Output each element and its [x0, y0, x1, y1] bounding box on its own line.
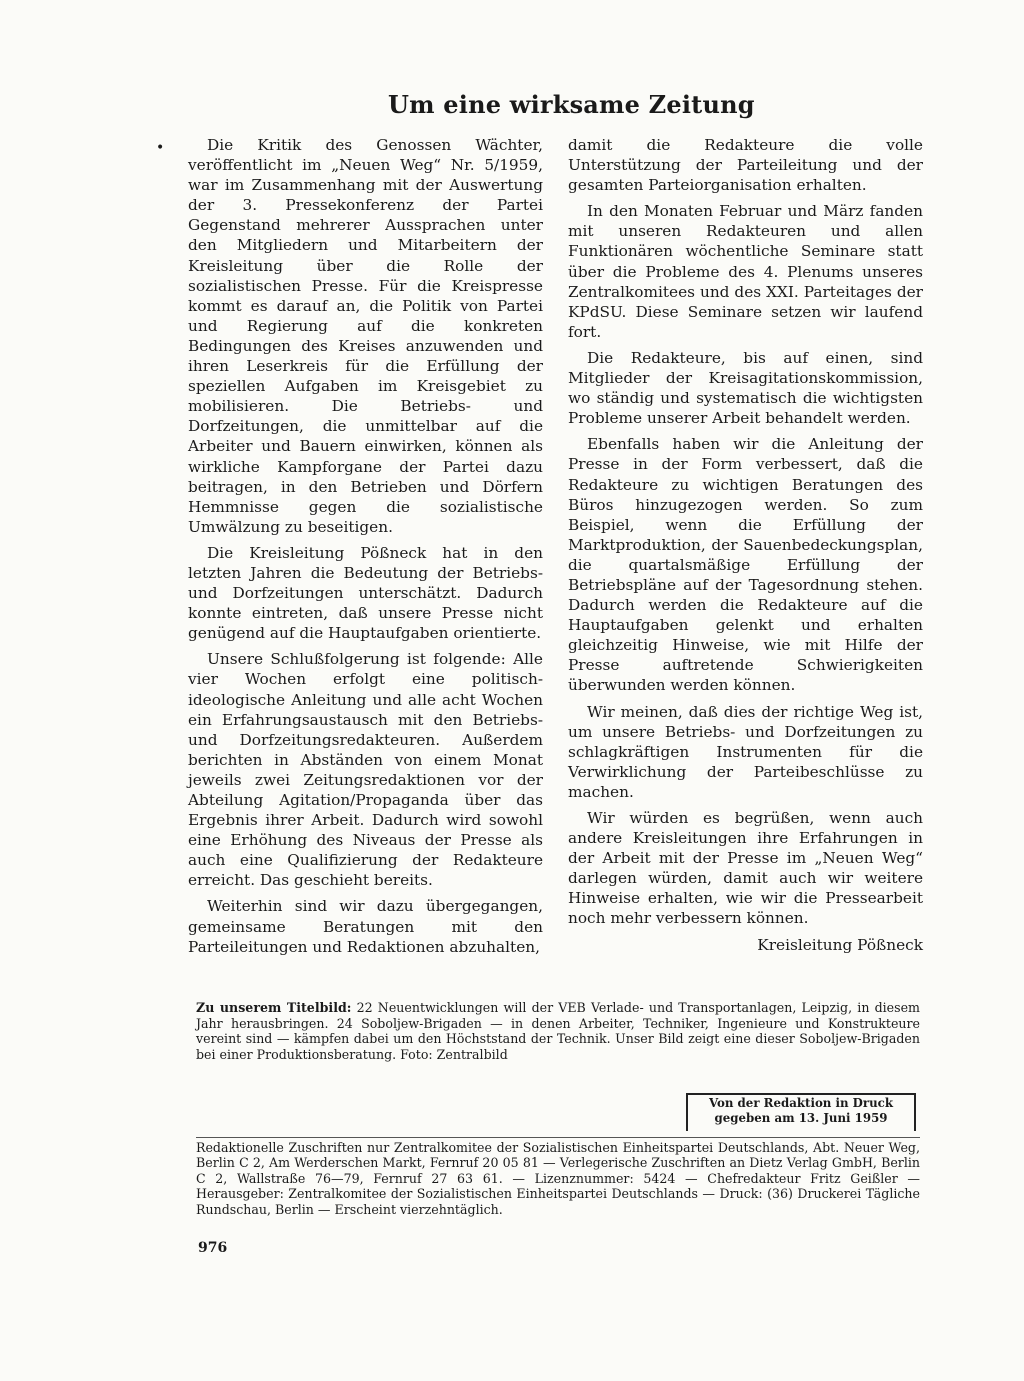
paragraph: Weiterhin sind wir dazu übergegangen, gemeinsame Beratungen mit den Parteileitungen und Redaktionen abzuhalten,: [188, 897, 543, 956]
paragraph-continuation: damit die Redakteure die volle Unterstützung der Parteileitung und der gesamten Parteiorganisation erhalten.: [568, 136, 923, 195]
right-column: [568, 135, 923, 961]
paragraph: Wir würden es begrüßen, wenn auch andere Kreisleitungen ihre Erfahrungen in der Arbeit mit der Presse im „Neuen Weg“ darlegen würden, damit auch wir weitere Hinweise erhalten, wie wir die Pressearbeit noch mehr verbessern können.: [568, 809, 923, 928]
divider: [196, 1137, 920, 1138]
article-title: Um eine wirksame Zeitung: [388, 90, 755, 119]
cover-caption: [196, 1000, 920, 1062]
imprint: Redaktionelle Zuschriften nur Zentralkomitee der Sozialistischen Einheitspartei Deutschlands, Abt. Neuer Weg, Berlin C 2, Am Werderschen Markt, Fernruf 20 05 81 — Verlegerische Zuschriften an Dietz Verlag GmbH, Berlin C 2, Wallstraße 76—79, Fernruf 27 63 61. — Lizenznummer: 5424 — Chefredakteur Fritz Geißler — Herausgeber: Zentralkomitee der Sozialistischen Einheitspartei Deutschlands — Druck: (36) Druckerei Tägliche Rundschau, Berlin — Erscheint vierzehntäglich.: [196, 1140, 920, 1217]
paragraph: Ebenfalls haben wir die Anleitung der Presse in der Form verbessert, daß die Redakteure zu wichtigen Beratungen des Büros hinzugezogen werden. So zum Beispiel, wenn die Erfüllung der Marktproduktion, der Sauenbedeckungsplan, die quartalsmäßige Erfüllung der Betriebspläne auf der Tagesordnung stehen. Dadurch werden die Redakteure auf die Hauptaufgaben gelenkt und erhalten gleichzeitig Hinweise, wie mit Hilfe der Presse auftretende Schwierigkeiten überwunden werden können.: [568, 435, 923, 695]
paragraph: Die Kritik des Genossen Wächter, veröffentlicht im „Neuen Weg“ Nr. 5/1959, war im Zusammenhang mit der Auswertung der 3. Pressekonferenz der Partei Gegenstand mehrerer Aussprachen unter den Mitgliedern und Mitarbeitern der Kreisleitung über die Rolle der sozialistischen Presse. Für die Kreispresse kommt es darauf an, die Politik von Partei und Regierung auf die konkreten Bedingungen des Kreises anzuwenden und ihren Leserkreis für die Erfüllung der speziellen Aufgaben im Kreisgebiet zu mobilisieren. Die Betriebs- und Dorfzeitungen, die unmittelbar auf die Arbeiter und Bauern einwirken, können als wirkliche Kampforgane der Partei dazu beitragen, in den Betrieben und Dörfern Hemmnisse gegen die sozialistische Umwälzung zu beseitigen.: [188, 136, 543, 536]
paragraph: Unsere Schlußfolgerung ist folgende: Alle vier Wochen erfolgt eine politisch-ideologische Anleitung und alle acht Wochen ein Erfahrungsaustausch mit den Betriebs- und Dorfzeitungsredakteuren. Außerdem berichten in Abständen von einem Monat jeweils zwei Zeitungsredaktionen vor der Abteilung Agitation/Propaganda über das Ergebnis ihrer Arbeit. Dadurch wird sowohl eine Erhöhung des Niveaus der Presse als auch eine Qualifizierung der Redakteure erreicht. Das geschieht bereits.: [188, 650, 543, 890]
caption-text: 22 Neuentwicklungen will der VEB Verlade- und Transportanlagen, Leipzig, in diesem Jahr herausbringen. 24 Soboljew-Brigaden — in denen Arbeiter, Techniker, Ingenieure und Konstrukteure vereint sind — kämpfen dabei um den Höchststand der Technik. Unser Bild zeigt eine dieser Soboljew-Brigaden bei einer Produktionsberatung. Foto: Zentralbild: [196, 1000, 920, 1062]
print-line-2: gegeben am 13. Juni 1959: [714, 1111, 888, 1125]
caption-label: Zu unserem Titelbild:: [196, 1000, 352, 1015]
paragraph: Wir meinen, daß dies der richtige Weg ist, um unsere Betriebs- und Dorfzeitungen zu schlagkräftigen Instrumenten für die Verwirklichung der Parteibeschlüsse zu machen.: [568, 702, 923, 801]
page-number: 976: [198, 1240, 228, 1256]
print-line-1: Von der Redaktion in Druck: [708, 1096, 894, 1110]
paragraph: Die Kreisleitung Pößneck hat in den letzten Jahren die Bedeutung der Betriebs- und Dorfzeitungen unterschätzt. Dadurch konnte eintreten, daß unsere Presse nicht genügend auf die Hauptaufgaben orientierte.: [188, 543, 543, 643]
margin-mark: •: [156, 140, 165, 156]
left-column: [188, 135, 543, 963]
print-date-box: [686, 1093, 916, 1131]
paragraph: Die Redakteure, bis auf einen, sind Mitglieder der Kreisagitationskommission, wo ständig und systematisch die wichtigsten Probleme unserer Arbeit behandelt werden.: [568, 348, 923, 428]
paragraph: In den Monaten Februar und März fanden mit unseren Redakteuren und allen Funktionären wöchentliche Seminare statt über die Probleme des 4. Plenums unseres Zentralkomitees und des XXI. Parteitages der KPdSU. Diese Seminare setzen wir laufend fort.: [568, 202, 923, 341]
signature: Kreisleitung Pößneck: [757, 935, 923, 954]
